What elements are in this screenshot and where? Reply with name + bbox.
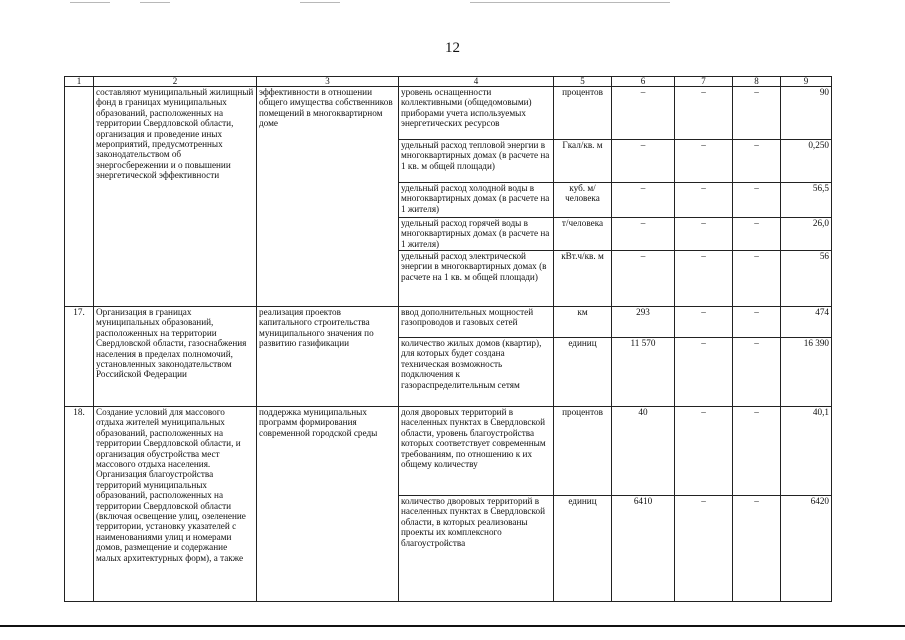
event-cell: эффективности в отношении общего имущества собственников помещений в многоквартирном доме [257,87,399,307]
row-number-cell [65,87,94,307]
value-cell: – [675,87,733,140]
scan-bottom-edge [0,625,905,627]
indicator-cell: удельный расход электрической энергии в многоквартирных домах (в расчете на 1 кв. м общей площади) [399,251,554,307]
value-cell: – [733,407,781,496]
value-cell: – [675,251,733,307]
unit-cell: единиц [554,338,612,407]
table-row [65,307,832,338]
task-cell: Создание условий для массового отдыха жителей муниципальных образований, расположенных на территории Свердловской области, и организация обустройства мест массового отдыха населения. Организация благоустройства территорий муниципальных образований, расположенных на территории Свердловской области (включая освещение улиц, озеленение территории, установку указателей с наименованиями улиц и номерами домов, размещение и содержание малых архитектурных форм), а также [94,407,257,602]
indicator-cell: доля дворовых территорий в населенных пунктах в Свердловской области, уровень благоустройства которых соответствует современным требованиям, по отношению к их общему количеству [399,407,554,496]
value-cell: – [612,251,675,307]
unit-cell: кВт.ч/кв. м [554,251,612,307]
value-cell: – [675,496,733,602]
value-cell: – [675,140,733,183]
value-cell: – [733,183,781,218]
value-cell: – [733,140,781,183]
column-number: 3 [257,77,399,87]
target-value-cell: 40,1 [781,407,832,496]
value-cell: – [675,307,733,338]
scan-top-line [470,2,670,3]
value-cell: – [675,183,733,218]
value-cell: – [733,251,781,307]
target-value-cell: 16 390 [781,338,832,407]
unit-cell: процентов [554,407,612,496]
column-number: 8 [733,77,781,87]
column-number: 5 [554,77,612,87]
column-number: 7 [675,77,733,87]
target-value-cell: 0,250 [781,140,832,183]
value-cell: 293 [612,307,675,338]
indicators-table [64,76,832,602]
value-cell: – [612,140,675,183]
value-cell: – [612,183,675,218]
unit-cell: куб. м/человека [554,183,612,218]
value-cell: 6410 [612,496,675,602]
unit-cell: км [554,307,612,338]
scan-top-line [70,2,110,3]
column-number: 4 [399,77,554,87]
target-value-cell: 26,0 [781,218,832,251]
indicator-cell: ввод дополнительных мощностей газопроводов и газовых сетей [399,307,554,338]
value-cell: – [733,307,781,338]
unit-cell: процентов [554,87,612,140]
table-row [65,407,832,496]
scan-top-line [300,2,340,3]
target-value-cell: 56 [781,251,832,307]
indicator-cell: удельный расход холодной воды в многоквартирных домах (в расчете на 1 жителя) [399,183,554,218]
indicator-cell: количество дворовых территорий в населенных пунктах в Свердловской области, в которых реализованы проекты их комплексного благоустройства [399,496,554,602]
indicator-cell: удельный расход горячей воды в многоквартирных домах (в расчете на 1 жителя) [399,218,554,251]
value-cell: – [733,496,781,602]
task-cell: составляют муниципальный жилищный фонд в границах муниципальных образований, расположенных на территории Свердловской области, организация и проведение иных мероприятий, предусмотренных законодательством об энергосбережении и о повышении энергетической эффективности [94,87,257,307]
indicator-cell: количество жилых домов (квартир), для которых будет создана техническая возможность подключения к газораспределительным сетям [399,338,554,407]
event-cell: реализация проектов капитального строительства муниципального значения по развитию газификации [257,307,399,407]
value-cell: – [675,407,733,496]
target-value-cell: 90 [781,87,832,140]
value-cell: – [612,87,675,140]
unit-cell: Гкал/кв. м [554,140,612,183]
row-number-cell: 18. [65,407,94,602]
target-value-cell: 56,5 [781,183,832,218]
scan-top-line [140,2,170,3]
column-number: 2 [94,77,257,87]
indicator-cell: уровень оснащенности коллективными (общедомовыми) приборами учета используемых энергетических ресурсов [399,87,554,140]
value-cell: – [733,218,781,251]
column-number: 6 [612,77,675,87]
value-cell: – [675,218,733,251]
value-cell: 40 [612,407,675,496]
value-cell: – [733,87,781,140]
target-value-cell: 6420 [781,496,832,602]
value-cell: – [733,338,781,407]
target-value-cell: 474 [781,307,832,338]
column-number: 9 [781,77,832,87]
unit-cell: единиц [554,496,612,602]
column-number-row [65,77,832,87]
value-cell: 11 570 [612,338,675,407]
event-cell: поддержка муниципальных программ формирования современной городской среды [257,407,399,602]
task-cell: Организация в границах муниципальных образований, расположенных на территории Свердловской области, газоснабжения населения в пределах полномочий, установленных законодательством Российской Федерации [94,307,257,407]
indicator-cell: удельный расход тепловой энергии в многоквартирных домах (в расчете на 1 кв. м общей площади) [399,140,554,183]
column-number: 1 [65,77,94,87]
table-row [65,87,832,140]
row-number-cell: 17. [65,307,94,407]
page-number: 12 [445,40,460,56]
value-cell: – [675,338,733,407]
value-cell: – [612,218,675,251]
unit-cell: т/человека [554,218,612,251]
